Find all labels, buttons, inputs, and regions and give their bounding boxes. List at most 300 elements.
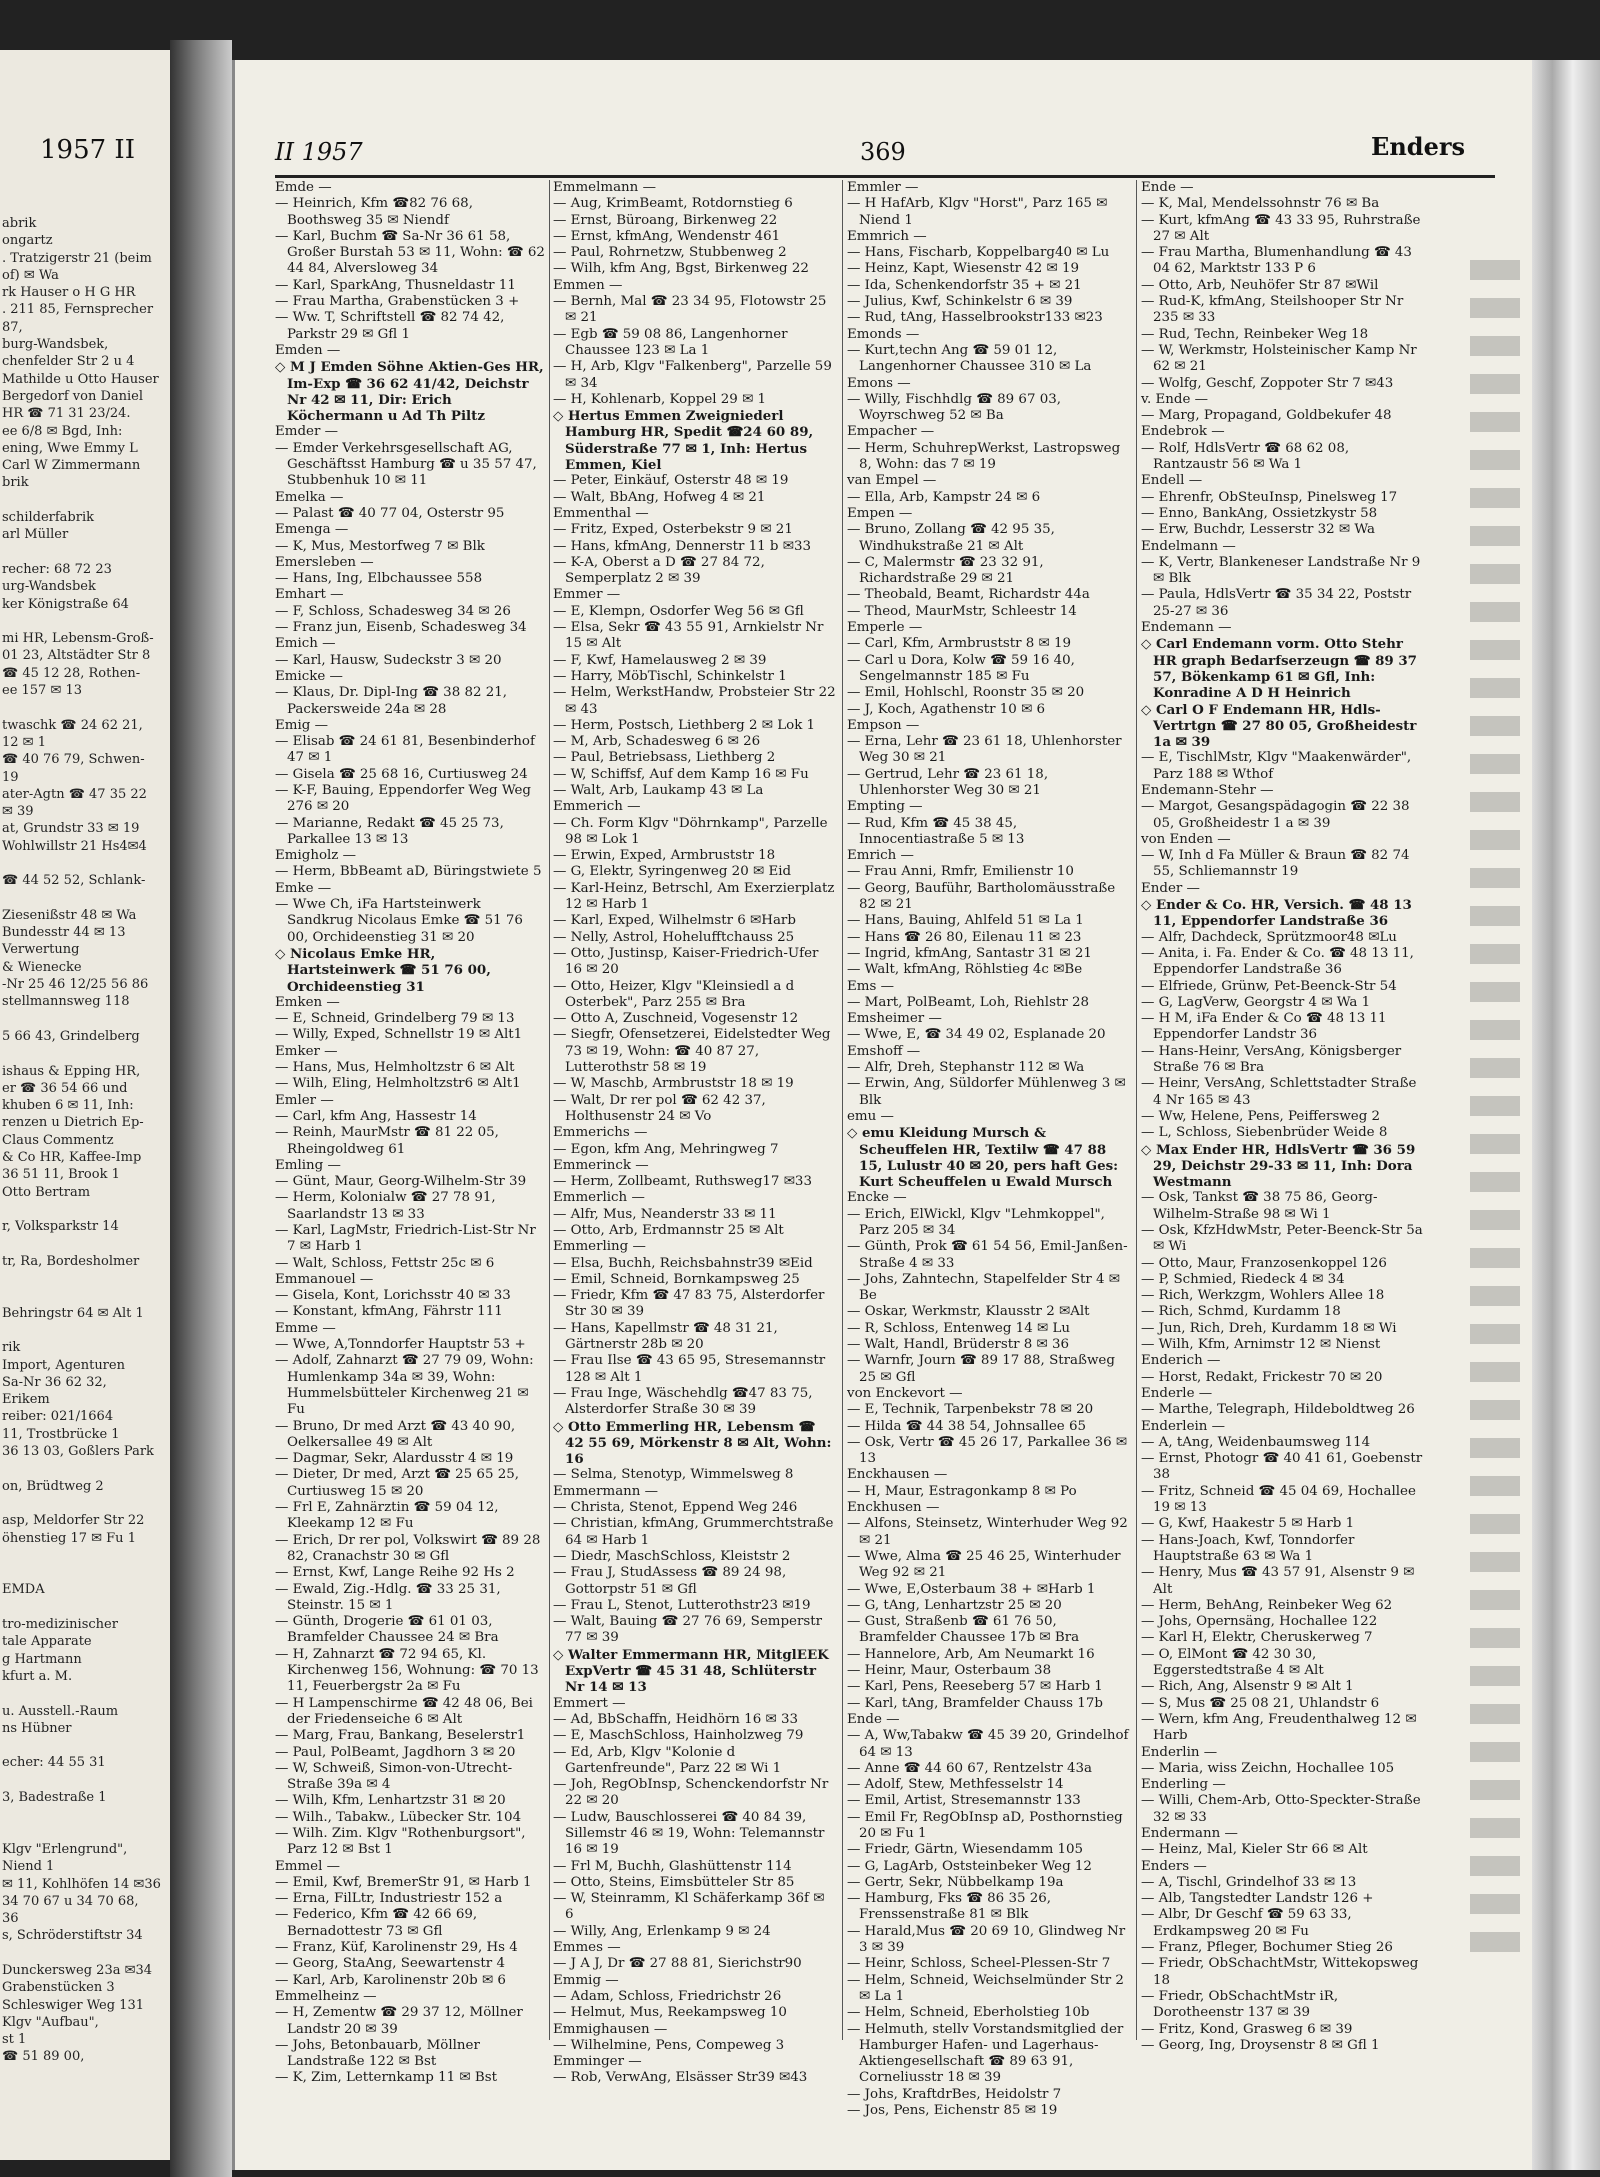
surname-heading: Emhart — (275, 587, 344, 603)
surname-heading: v. Ende — (1141, 391, 1209, 407)
surname-heading: Emmerling — (553, 1239, 646, 1255)
directory-entry: — Gertr, Sekr, Nübbelkamp 19a (847, 1874, 1064, 1890)
directory-entry: — Osk, KfzHdwMstr, Peter-Beenck-Str 5a ✉ Wi (1141, 1223, 1423, 1255)
left-page-line (2, 613, 168, 630)
directory-entry: — Osk, Vertr ☎ 45 26 17, Parkallee 36 ✉ 13 (847, 1434, 1128, 1467)
directory-entry: — Wilh., Tabakw., Lübecker Str. 104 (275, 1809, 522, 1825)
left-page-line (2, 1599, 168, 1616)
directory-entry: — Alfons, Steinsetz, Winterhuder Weg 92 ✉ 21 (847, 1516, 1128, 1548)
column-1 (275, 180, 547, 2086)
left-page-line (2, 1045, 168, 1062)
left-page-line (2, 1011, 168, 1028)
directory-entry: — Ludw, Bauschlosserei ☎ 40 84 39, Sillemstr 46 ✉ 19, Wohn: Telemannstr 16 ✉ 19 (553, 1809, 825, 1858)
left-page-line: brik (2, 475, 29, 491)
directory-entry: — Erich, Dr rer pol, Volkswirt ☎ 89 28 82, Cranachstr 30 ✉ Gfl (275, 1532, 541, 1564)
surname-heading: Emde — (275, 180, 332, 195)
left-page-line (2, 1495, 168, 1512)
directory-entry: — Carl, kfm Ang, Hassestr 14 (275, 1108, 477, 1124)
left-page-line: ee 6/8 ✉ Bgd, Inh: (2, 423, 123, 439)
left-page-line: 3, Badestraße 1 (2, 1790, 107, 1806)
directory-entry: — H M, iFa Ender & Co ☎ 48 13 11 Eppendorfer Landstr 36 (1141, 1011, 1387, 1043)
left-page-line: ening, Wwe Emmy L (2, 440, 138, 456)
directory-entry: — Wolfg, Geschf, Zoppoter Str 7 ✉43 (1141, 375, 1394, 391)
directory-entry: — Karl, Pens, Reeseberg 57 ✉ Harb 1 (847, 1679, 1103, 1695)
directory-entry: — Erna, Lehr ☎ 23 61 18, Uhlenhorster Weg 30 ✉ 21 (847, 734, 1122, 766)
left-page-line (2, 544, 168, 561)
left-page-line: 36 51 11, Brook 1 (2, 1167, 120, 1183)
left-page-line: 11, Trostbrücke 1 (2, 1426, 120, 1442)
left-page-line: Import, Agenturen (2, 1357, 125, 1373)
directory-entry: — Karl, Exped, Wilhelmstr 6 ✉Harb (553, 913, 796, 929)
directory-entry: ◇ Ender & Co. HR, Versich. ☎ 48 13 11, Eppendorfer Landstraße 36 (1141, 897, 1412, 930)
directory-entry: — Adolf, Zahnarzt ☎ 27 79 09, Wohn: Humlenkamp 34a ✉ 39, Wohn: Hummelsbütteler Kirchenweg 21 ✉ Fu (275, 1353, 534, 1418)
left-page-line: Otto Bertram (2, 1184, 91, 1200)
directory-entry: ◇ Max Ender HR, HdlsVertr ☎ 36 59 29, Deichstr 29-33 ✉ 11, Inh: Dora Westmann (1141, 1141, 1416, 1191)
column-divider (842, 180, 843, 2040)
directory-entry: — Paul, PolBeamt, Jagdhorn 3 ✉ 20 (275, 1744, 516, 1760)
directory-entry: — Herm, Postsch, Liethberg 2 ✉ Lok 1 (553, 717, 816, 733)
surname-heading: Emker — (275, 1043, 338, 1059)
directory-entry: — Ernst, Büroang, Birkenweg 22 (553, 212, 778, 228)
directory-entry: — Christa, Stenot, Eppend Weg 246 (553, 1500, 798, 1516)
directory-entry: — M, Arb, Schadesweg 6 ✉ 26 (553, 734, 761, 750)
directory-entry: — Erw, Buchdr, Lesserstr 32 ✉ Wa (1141, 522, 1375, 538)
left-page-line: ns Hübner (2, 1720, 72, 1736)
left-page-line: Sa-Nr 36 62 32, (2, 1374, 107, 1390)
surname-heading: Emsheimer — (847, 1011, 942, 1027)
left-page-line (2, 1322, 168, 1339)
left-page-line: kfurt a. M. (2, 1668, 73, 1684)
directory-entry: — H HafArb, Klgv "Horst", Parz 165 ✉ Niend 1 (847, 196, 1108, 228)
directory-entry: — Hans, Ing, Elbchaussee 558 (275, 571, 483, 587)
directory-entry: — E, Klempn, Osdorfer Weg 56 ✉ Gfl (553, 603, 804, 619)
directory-entry: — Siegfr, Ofensetzerei, Eidelstedter Weg 73 ✉ 19, Wohn: ☎ 40 87 27, Lutterothstr 58 ✉ 19 (553, 1027, 831, 1076)
surname-heading: Emke — (275, 880, 332, 896)
surname-heading: Emmighausen — (553, 2021, 668, 2037)
left-page-line: Bundesstr 44 ✉ 13 (2, 925, 126, 941)
directory-entry: — Enno, BankAng, Ossietzkystr 58 (1141, 505, 1378, 521)
directory-entry: — W, Steinramm, Kl Schäferkamp 36f ✉ 6 (553, 1891, 825, 1923)
left-page-line: & Co HR, Kaffee-Imp (2, 1150, 142, 1166)
left-page-line: ker Königstraße 64 (2, 596, 129, 612)
directory-entry: — Ernst, Photogr ☎ 40 41 61, Goebenstr 38 (1141, 1451, 1423, 1483)
left-page-line: Verwertung (2, 942, 80, 958)
directory-entry: — Diedr, MaschSchloss, Kleiststr 2 (553, 1548, 791, 1564)
directory-entry: — H, Zahnarzt ☎ 72 94 65, Kl. Kirchenweg 156, Wohnung: ☎ 70 13 11, Feuerbergstr 2a ✉ Fu (275, 1646, 539, 1695)
left-page-line: tr, Ra, Bordesholmer (2, 1253, 140, 1269)
directory-entry: — Franz, Küf, Karolinenstr 29, Hs 4 (275, 1940, 518, 1956)
left-page-line: recher: 68 72 23 (2, 561, 112, 577)
directory-entry: — Wilh, Eling, Helmholtzstr6 ✉ Alt1 (275, 1076, 521, 1092)
surname-heading: Enderich — (1141, 1353, 1221, 1369)
directory-entry: — Klaus, Dr. Dipl-Ing ☎ 38 82 21, Packersweide 24a ✉ 28 (275, 685, 508, 717)
surname-heading: Empson — (847, 717, 920, 733)
directory-entry: — Wilhelmine, Pens, Compeweg 3 (553, 2037, 785, 2053)
surname-heading: Ende — (847, 1711, 900, 1727)
directory-entry: — Ida, Schenkendorfstr 35 + ✉ 21 (847, 277, 1082, 293)
left-page-line: Carl W Zimmermann (2, 458, 141, 474)
surname-heading: emu — (847, 1108, 894, 1124)
directory-entry: — Wwe, Alma ☎ 25 46 25, Winterhuder Weg 92 ✉ 21 (847, 1548, 1121, 1581)
surname-heading: Emicke — (275, 668, 343, 684)
surname-heading: Emmelmann — (553, 180, 656, 195)
directory-entry: — Otto, Arb, Erdmannstr 25 ✉ Alt (553, 1223, 784, 1238)
left-page-text (2, 215, 168, 2066)
left-page-line: 01 23, Altstädter Str 8 (2, 648, 151, 664)
directory-entry: ◇ Otto Emmerling HR, Lebensm ☎ 42 55 69, Mörkenstr 8 ✉ Alt, Wohn: 16 (553, 1418, 832, 1468)
directory-entry: — Kurt,techn Ang ☎ 59 01 12, Langenhorner Chaussee 310 ✉ La (847, 342, 1092, 375)
directory-entry: — Frau Ilse ☎ 43 65 95, Stresemannstr 128 ✉ Alt 1 (553, 1353, 826, 1385)
surname-heading: Ender — (1141, 880, 1200, 896)
left-page-line: -Nr 25 46 12/25 56 86 (2, 977, 149, 993)
directory-entry: — Hans, Bauing, Ahlfeld 51 ✉ La 1 (847, 913, 1084, 929)
surname-heading: Enderlein — (1141, 1418, 1226, 1434)
directory-entry: — Erwin, Exped, Armbruststr 18 (553, 848, 776, 864)
directory-entry: ◇ M J Emden Söhne Aktien-Ges HR, Im-Exp ☎ 36 62 41/42, Deichstr Nr 42 ✉ 11, Dir: Erich Köchermann u Ad Th Piltz (275, 359, 544, 425)
directory-entry: — Marianne, Redakt ☎ 45 25 73, Parkallee 13 ✉ 13 (275, 815, 504, 847)
directory-entry: — Gisela ☎ 25 68 16, Curtiusweg 24 (275, 766, 528, 782)
left-page-line (2, 1685, 168, 1702)
directory-entry: — Walt, Dr rer pol ☎ 62 42 37, Holthusenstr 24 ✉ Vo (553, 1092, 766, 1124)
left-page-line: Grabenstücken 3 (2, 1980, 115, 1996)
directory-entry: — Karl, Hausw, Sudeckstr 3 ✉ 20 (275, 652, 502, 668)
directory-entry: — Georg, StaAng, Seewartenstr 4 (275, 1956, 505, 1972)
directory-entry: — Wilh, Kfm, Lenhartzstr 31 ✉ 20 (275, 1793, 506, 1809)
directory-entry: — Heinr, Schloss, Scheel-Plessen-Str 7 (847, 1956, 1111, 1972)
directory-entry: — Rud, Techn, Reinbeker Weg 18 (1141, 326, 1369, 342)
directory-entry: — Elsa, Buchh, Reichsbahnstr39 ✉Eid (553, 1255, 813, 1271)
directory-entry: — Joh, RegObInsp, Schenckendorfstr Nr 22 ✉ 20 (553, 1777, 829, 1809)
directory-entry: — Gisela, Kont, Lorichsstr 40 ✉ 33 (275, 1288, 511, 1304)
surname-heading: Emmanouel — (275, 1271, 374, 1287)
directory-entry: — J A J, Dr ☎ 27 88 81, Sierichstr90 (553, 1956, 802, 1972)
directory-entry: — K, Mal, Mendelssohnstr 76 ✉ Ba (1141, 196, 1380, 212)
directory-entry: — Heinz, Mal, Kieler Str 66 ✉ Alt (1141, 1842, 1368, 1858)
directory-entry: — G, LagArb, Oststeinbeker Weg 12 (847, 1858, 1092, 1874)
left-page-line: rk Hauser o H G HR (2, 285, 136, 301)
directory-entry: — E, Technik, Tarpenbekstr 78 ✉ 20 (847, 1402, 1094, 1418)
surname-heading: Emmerichs — (553, 1125, 648, 1141)
directory-entry: — Reinh, MaurMstr ☎ 81 22 05, Rheingoldweg 61 (275, 1125, 499, 1157)
left-page-line: öhenstieg 17 ✉ Fu 1 (2, 1530, 136, 1546)
surname-heading: Endemann-Stehr — (1141, 782, 1274, 798)
directory-entry: — Paula, HdlsVertr ☎ 35 34 22, Poststr 25-27 ✉ 36 (1141, 587, 1412, 619)
directory-entry: — Hans-Heinr, VersAng, Königsberger Straße 76 ✉ Bra (1141, 1043, 1402, 1076)
left-page-line: 5 66 43, Grindelberg (2, 1028, 140, 1044)
left-page-line: Niend 1 (2, 1859, 55, 1875)
directory-entry: — Willy, Exped, Schnellstr 19 ✉ Alt1 (275, 1027, 523, 1043)
directory-entry: — Karl-Heinz, Betrschl, Am Exerzierplatz 12 ✉ Harb 1 (553, 880, 835, 913)
directory-entry: — Ch. Form Klgv "Döhrnkamp", Parzelle 98 ✉ Lok 1 (553, 815, 828, 847)
directory-entry: ◇ Walter Emmermann HR, MitglEEK ExpVertr ☎ 45 31 48, Schlüterstr Nr 14 ✉ 13 (553, 1646, 829, 1696)
left-page-line: echer: 44 55 31 (2, 1755, 106, 1771)
surname-heading: Enders — (1141, 1858, 1207, 1874)
left-page-line: r, Volksparkstr 14 (2, 1219, 119, 1235)
column-4 (1141, 180, 1425, 2053)
directory-entry: — Anita, i. Fa. Ender & Co. ☎ 48 13 11, Eppendorfer Landstraße 36 (1141, 945, 1414, 978)
directory-entry: — Rolf, HdlsVertr ☎ 68 62 08, Rantzaustr 56 ✉ Wa 1 (1141, 440, 1350, 473)
directory-entry: — P, Schmied, Riedeck 4 ✉ 34 (1141, 1271, 1345, 1287)
left-page-line: ee 157 ✉ 13 (2, 683, 83, 699)
directory-entry: — Hans, Kapellmstr ☎ 48 31 21, Gärtnerstr 28b ✉ 20 (553, 1320, 778, 1353)
directory-entry: — Günth, Prok ☎ 61 54 56, Emil-Janßen-Straße 4 ✉ 33 (847, 1239, 1128, 1271)
left-page-line (2, 1806, 168, 1823)
directory-entry: — Bernh, Mal ☎ 23 34 95, Flotowstr 25 ✉ 21 (553, 294, 827, 326)
surname-heading: Emons — (847, 375, 911, 391)
surname-heading: Endelmann — (1141, 538, 1236, 554)
directory-entry: — Frau L, Stenot, Lutterothstr23 ✉19 (553, 1597, 811, 1613)
directory-entry: — Alfr, Dreh, Stephanstr 112 ✉ Wa (847, 1060, 1085, 1076)
directory-entry: — Wern, kfm Ang, Freudenthalweg 12 ✉ Harb (1141, 1711, 1417, 1744)
surname-heading: Enderle — (1141, 1385, 1213, 1401)
directory-entry: — Emil, Artist, Stresemannstr 133 (847, 1793, 1081, 1809)
left-page-line: EMDA (2, 1582, 45, 1598)
left-page-line: twaschk ☎ 24 62 21, (2, 717, 143, 733)
directory-entry: — Heinr, VersAng, Schlettstadter Straße 4 Nr 165 ✉ 43 (1141, 1076, 1417, 1108)
directory-entry: — Friedr, ObSchachtMstr, Wittekopsweg 18 (1141, 1956, 1419, 1988)
directory-entry: — Hans, Fischarb, Koppelbarg40 ✉ Lu (847, 245, 1110, 261)
left-page-line: stellmannsweg 118 (2, 994, 130, 1010)
directory-entry: — Carl, Kfm, Armbruststr 8 ✉ 19 (847, 636, 1072, 652)
left-page-line: reiber: 021/1664 (2, 1409, 114, 1425)
left-page-line: & Wienecke (2, 959, 82, 975)
directory-entry: — Willy, Ang, Erlenkamp 9 ✉ 24 (553, 1923, 771, 1939)
left-page-line: Klgv "Erlengrund", (2, 1841, 128, 1857)
directory-entry: — Theobald, Beamt, Richardstr 44a (847, 587, 1090, 603)
left-page-line: ☎ 51 89 00, (2, 2049, 85, 2065)
left-page-line: asp, Meldorfer Str 22 (2, 1513, 145, 1529)
book-gutter (170, 40, 232, 2177)
directory-entry: — Ehrenfr, ObSteuInsp, Pinelsweg 17 (1141, 489, 1398, 505)
directory-entry: — Herm, Zollbeamt, Ruthsweg17 ✉33 (553, 1174, 812, 1190)
directory-entry: — Gertrud, Lehr ☎ 23 61 18, Uhlenhorster Weg 30 ✉ 21 (847, 766, 1049, 798)
directory-entry: — Hans ☎ 26 80, Eilenau 11 ✉ 23 (847, 929, 1082, 945)
surname-heading: Emrich — (847, 848, 914, 864)
directory-entry: — W, Inh d Fa Müller & Braun ☎ 82 74 55, Schliemannstr 19 (1141, 848, 1410, 880)
surname-heading: Emelka — (275, 489, 344, 505)
directory-entry: — Paul, Betriebsass, Liethberg 2 (553, 750, 776, 766)
surname-heading: Emshoff — (847, 1043, 921, 1059)
left-page-line: HR ☎ 71 31 23/24. (2, 406, 131, 422)
surname-heading: Emmel — (275, 1858, 341, 1874)
directory-entry: — Frau Martha, Blumenhandlung ☎ 43 04 62, Marktstr 133 P 6 (1141, 245, 1412, 277)
left-page-line: 12 ✉ 1 (2, 734, 46, 750)
directory-entry: — Hannelore, Arb, Am Neumarkt 16 (847, 1646, 1095, 1662)
directory-entry: — Kurt, kfmAng ☎ 43 33 95, Ruhrstraße 27 ✉ Alt (1141, 212, 1421, 244)
directory-entry: — Rud, tAng, Hasselbrookstr133 ✉23 (847, 310, 1103, 326)
surname-heading: Enderling — (1141, 1777, 1226, 1793)
directory-entry: — Egb ☎ 59 08 86, Langenhorner Chaussee 123 ✉ La 1 (553, 326, 788, 358)
left-page-line: Claus Commentz (2, 1132, 114, 1148)
directory-entry: — Willy, Fischhdlg ☎ 89 67 03, Woyrschweg 52 ✉ Ba (847, 391, 1062, 424)
left-page-line: u. Ausstell.-Raum (2, 1703, 119, 1719)
directory-entry: — Otto, Steins, Eimsbütteler Str 85 (553, 1874, 795, 1890)
directory-entry: — W, Schweiß, Simon-von-Utrecht-Straße 39a ✉ 4 (275, 1760, 513, 1793)
directory-entry: — Aug, KrimBeamt, Rotdornstieg 6 (553, 196, 793, 212)
surname-heading: Endebrok — (1141, 424, 1225, 440)
surname-heading: Emling — (275, 1157, 341, 1173)
directory-entry: — Anne ☎ 44 60 67, Rentzelstr 43a (847, 1760, 1093, 1776)
directory-entry: — Karl, tAng, Bramfelder Chauss 17b (847, 1695, 1103, 1711)
directory-entry: — Friedr, Gärtn, Wiesendamm 105 (847, 1842, 1084, 1858)
header-rule (275, 175, 1495, 178)
surname-heading: Emmert — (553, 1695, 626, 1711)
directory-entry: — H, Arb, Klgv "Falkenberg", Parzelle 59 ✉ 34 (553, 359, 832, 391)
directory-entry: — G, Kwf, Haakestr 5 ✉ Harb 1 (1141, 1516, 1355, 1532)
directory-entry: — G, Elektr, Syringenweg 20 ✉ Eid (553, 864, 792, 880)
directory-entry: — Alb, Tangstedter Landstr 126 + (1141, 1891, 1374, 1907)
directory-entry: — Otto, Maur, Franzosenkoppel 126 (1141, 1255, 1387, 1271)
left-page-line: schilderfabrik (2, 510, 95, 526)
directory-entry: ◇ Hertus Emmen Zweigniederl Hamburg HR, Spedit ☎24 60 89, Süderstraße 77 ✉ 1, Inh: Hertus Emmen, Kiel (553, 408, 814, 474)
directory-entry: — Franz, Pfleger, Bochumer Stieg 26 (1141, 1940, 1393, 1956)
directory-entry: — Hilda ☎ 44 38 54, Johnsallee 65 (847, 1418, 1087, 1434)
left-page-line (2, 1945, 168, 1962)
directory-entry: — Heinr, Maur, Osterbaum 38 (847, 1663, 1052, 1679)
directory-entry: — F, Schloss, Schadesweg 34 ✉ 26 (275, 603, 511, 619)
directory-entry: — Georg, Bauführ, Bartholomäusstraße 82 ✉ 21 (847, 880, 1116, 913)
directory-entry: — Helmuth, stellv Vorstandsmitglied der Hamburger Hafen- und Lagerhaus-Aktiengesellschaft ☎ 89 63 91, Corneliusstr 18 ✉ 39 (847, 2021, 1124, 2086)
left-page-line: st 1 (2, 2032, 27, 2048)
left-page-line: at, Grundstr 33 ✉ 19 (2, 821, 140, 837)
surname-heading: Empacher — (847, 424, 935, 440)
directory-entry: — Paul, Rohrnetzw, Stubbenweg 2 (553, 245, 787, 261)
surname-heading: von Enden — (1141, 831, 1231, 847)
directory-entry: — Franz jun, Eisenb, Schadesweg 34 (275, 620, 527, 636)
directory-entry: ◇ Nicolaus Emke HR, Hartsteinwerk ☎ 51 76 00, Orchideenstieg 31 (275, 945, 491, 995)
surname-heading: Endemann — (1141, 620, 1232, 636)
left-page-line: tro-medizinischer (2, 1617, 118, 1633)
directory-entry: — Egon, kfm Ang, Mehringweg 7 (553, 1141, 779, 1157)
left-page-line: of) ✉ Wa (2, 267, 59, 283)
directory-entry: — Karl, Buchm ☎ Sa-Nr 36 61 58, Großer Burstah 53 ✉ 11, Wohn: ☎ 62 44 84, Alversloweg 34 (275, 228, 545, 277)
left-page-line: ater-Agtn ☎ 47 35 22 (2, 786, 147, 802)
directory-entry: — Otto A, Zuschneid, Vogesenstr 12 (553, 1011, 799, 1027)
left-page-line: Schleswiger Weg 131 (2, 1997, 144, 2013)
surname-heading: Emme — (275, 1320, 336, 1336)
directory-entry: — A, tAng, Weidenbaumsweg 114 (1141, 1434, 1371, 1450)
directory-entry: — Carl u Dora, Kolw ☎ 59 16 40, Sengelmannstr 185 ✉ Fu (847, 652, 1075, 684)
directory-entry: — H, Kohlenarb, Koppel 29 ✉ 1 (553, 391, 767, 407)
left-page-line: er ☎ 36 54 66 und (2, 1080, 128, 1096)
directory-entry: — Rob, VerwAng, Elsässer Str39 ✉43 (553, 2070, 808, 2086)
directory-entry: — Friedr, Kfm ☎ 47 83 75, Alsterdorfer Str 30 ✉ 39 (553, 1288, 825, 1320)
directory-entry: — Herm, Kolonialw ☎ 27 78 91, Saarlandstr 13 ✉ 33 (275, 1190, 496, 1222)
directory-entry: — Frl M, Buchh, Glashüttenstr 114 (553, 1858, 792, 1874)
directory-entry: — Osk, Tankst ☎ 38 75 86, Georg-Wilhelm-Straße 98 ✉ Wi 1 (1141, 1190, 1378, 1222)
surname-heading: Empen — (847, 505, 913, 521)
directory-entry: — Emil, Schneid, Bornkampsweg 25 (553, 1271, 800, 1287)
directory-entry: — Warnfr, Journ ☎ 89 17 88, Straßweg 25 ✉ Gfl (847, 1353, 1115, 1385)
directory-entry: — Mart, PolBeamt, Loh, Riehlstr 28 (847, 994, 1090, 1010)
directory-entry: — Marthe, Telegraph, Hildeboldtweg 26 (1141, 1402, 1415, 1418)
directory-entry: — Georg, Ing, Droysenstr 8 ✉ Gfl 1 (1141, 2037, 1380, 2053)
surname-heading: Ende — (1141, 180, 1194, 195)
directory-entry: — Harry, MöbTischl, Schinkelstr 1 (553, 668, 787, 684)
directory-entry: — K, Vertr, Blankeneser Landstraße Nr 9 ✉ Blk (1141, 554, 1421, 587)
left-page-line: . 211 85, Fernsprecher (2, 302, 154, 318)
directory-entry: — Walt, BbAng, Hofweg 4 ✉ 21 (553, 489, 766, 505)
left-page-line: 87, (2, 319, 23, 335)
directory-entry: — Hamburg, Fks ☎ 86 35 26, Frenssenstraße 81 ✉ Blk (847, 1891, 1052, 1923)
left-page-line: rik (2, 1340, 21, 1356)
left-page-line: ☎ 45 12 28, Rothen- (2, 665, 141, 681)
directory-entry: — G, LagVerw, Georgstr 4 ✉ Wa 1 (1141, 994, 1371, 1010)
directory-entry: — Otto, Arb, Neuhöfer Str 87 ✉Wil (1141, 277, 1379, 293)
directory-entry: — L, Schloss, Siebenbrüder Weide 8 (1141, 1125, 1388, 1141)
directory-entry: — Helmut, Mus, Reekampsweg 10 (553, 2005, 787, 2021)
surname-heading: Emler — (275, 1092, 334, 1108)
surname-heading: von Enckevort — (847, 1385, 963, 1401)
directory-entry: ◇ Carl Endemann vorm. Otto Stehr HR graph Bedarfserzeugn ☎ 89 37 57, Bökenkamp 61 ✉ Gfl, Inh: Konradine A D H Heinrich (1141, 636, 1417, 702)
surname-heading: Emden — (275, 342, 341, 358)
directory-entry: — Herm, SchuhrepWerkst, Lastropsweg 8, Wohn: das 7 ✉ 19 (847, 440, 1121, 473)
left-page-line: ✉ 39 (2, 804, 34, 820)
directory-entry: — Walt, Handl, Brüderstr 8 ✉ 36 (847, 1337, 1070, 1353)
scan-artifact (1470, 260, 1520, 1960)
directory-entry: — Elfriede, Grünw, Pet-Beenck-Str 54 (1141, 978, 1397, 994)
surname-heading: Endell — (1141, 473, 1203, 489)
left-page-line: Behringstr 64 ✉ Alt 1 (2, 1305, 144, 1321)
directory-entry: — Adam, Schloss, Friedrichstr 26 (553, 1988, 782, 2004)
directory-entry: — Karl, SparkAng, Thusneldastr 11 (275, 277, 516, 293)
directory-entry: — Frau Martha, Grabenstücken 3 + (275, 294, 520, 310)
left-page-line: Wohlwillstr 21 Hs4✉4 (2, 838, 147, 854)
directory-entry: — Hans, kfmAng, Dennerstr 11 b ✉33 (553, 538, 811, 554)
directory-entry: — Helm, WerkstHandw, Probsteier Str 22 ✉ 43 (553, 685, 836, 717)
directory-entry: — Herm, BbBeamt aD, Büringstwiete 5 (275, 864, 542, 880)
directory-entry: — Oskar, Werkmstr, Klausstr 2 ✉Alt (847, 1304, 1090, 1320)
directory-entry: — Walt, Bauing ☎ 27 76 69, Semperstr 77 ✉ 39 (553, 1614, 823, 1646)
directory-entry: — Herm, BehAng, Reinbeker Weg 62 (1141, 1597, 1393, 1613)
surname-heading: Endermann — (1141, 1825, 1238, 1841)
directory-entry: — Theod, MaurMstr, Schleestr 14 (847, 603, 1077, 619)
page-header-left: II 1957 (275, 138, 363, 166)
directory-entry: — Rich, Ang, Alsenstr 9 ✉ Alt 1 (1141, 1679, 1354, 1695)
directory-entry: — Marg, Propagand, Goldbekufer 48 (1141, 408, 1392, 424)
left-page-line: Erikem (2, 1392, 50, 1408)
directory-entry: — Christian, kfmAng, Grummerchtstraße 64 ✉ Harb 1 (553, 1516, 834, 1548)
surname-heading: Emigholz — (275, 848, 356, 864)
directory-entry: — Hans-Joach, Kwf, Tonndorfer Hauptstraße 63 ✉ Wa 1 (1141, 1532, 1355, 1564)
directory-entry: — E, MaschSchloss, Hainholzweg 79 (553, 1728, 804, 1744)
directory-entry: — J, Koch, Agathenstr 10 ✉ 6 (847, 701, 1046, 717)
directory-entry: — Erwin, Ang, Süldorfer Mühlenweg 3 ✉ Blk (847, 1076, 1126, 1108)
surname-heading: Emmenthal — (553, 505, 649, 521)
left-page-line: renzen u Dietrich Ep- (2, 1115, 144, 1131)
page-edge (1532, 60, 1600, 2170)
directory-entry: — Karl, LagMstr, Friedrich-List-Str Nr 7 ✉ Harb 1 (275, 1223, 536, 1255)
directory-entry: — Walt, Arb, Laukamp 43 ✉ La (553, 782, 764, 798)
surname-heading: Emmerich — (553, 799, 641, 815)
directory-entry: — Otto, Heizer, Klgv "Kleinsiedl a d Osterbek", Parz 255 ✉ Bra (553, 978, 795, 1010)
directory-entry: — S, Mus ☎ 25 08 21, Uhlandstr 6 (1141, 1695, 1380, 1711)
directory-entry: — K-F, Bauing, Eppendorfer Weg Weg 276 ✉ 20 (275, 782, 531, 815)
directory-entry: — Frau Anni, Rmfr, Emilienstr 10 (847, 864, 1074, 880)
directory-entry: — Maria, wiss Zeichn, Hochallee 105 (1141, 1760, 1395, 1776)
left-page-line: burg-Wandsbek, (2, 337, 109, 353)
surname-heading: Emig — (275, 717, 328, 733)
left-page-line (2, 890, 168, 907)
directory-entry: — Frl E, Zahnärztin ☎ 59 04 12, Kleekamp 12 ✉ Fu (275, 1500, 499, 1532)
directory-entry: — Rud-K, kfmAng, Steilshooper Str Nr 235 ✉ 33 (1141, 294, 1404, 326)
directory-entry: — Wwe, E, ☎ 34 49 02, Esplanade 20 (847, 1027, 1106, 1043)
directory-entry: — Margot, Gesangspädagogin ☎ 22 38 05, Großheidestr 1 a ✉ 39 (1141, 799, 1410, 831)
directory-entry: — Albr, Dr Geschf ☎ 59 63 33, Erdkampsweg 20 ✉ Fu (1141, 1907, 1352, 1939)
surname-heading: Emmig — (553, 1972, 619, 1988)
left-page-line: on, Brüdtweg 2 (2, 1478, 104, 1494)
directory-entry: — Willi, Chem-Arb, Otto-Speckter-Straße 32 ✉ 33 (1141, 1793, 1421, 1825)
